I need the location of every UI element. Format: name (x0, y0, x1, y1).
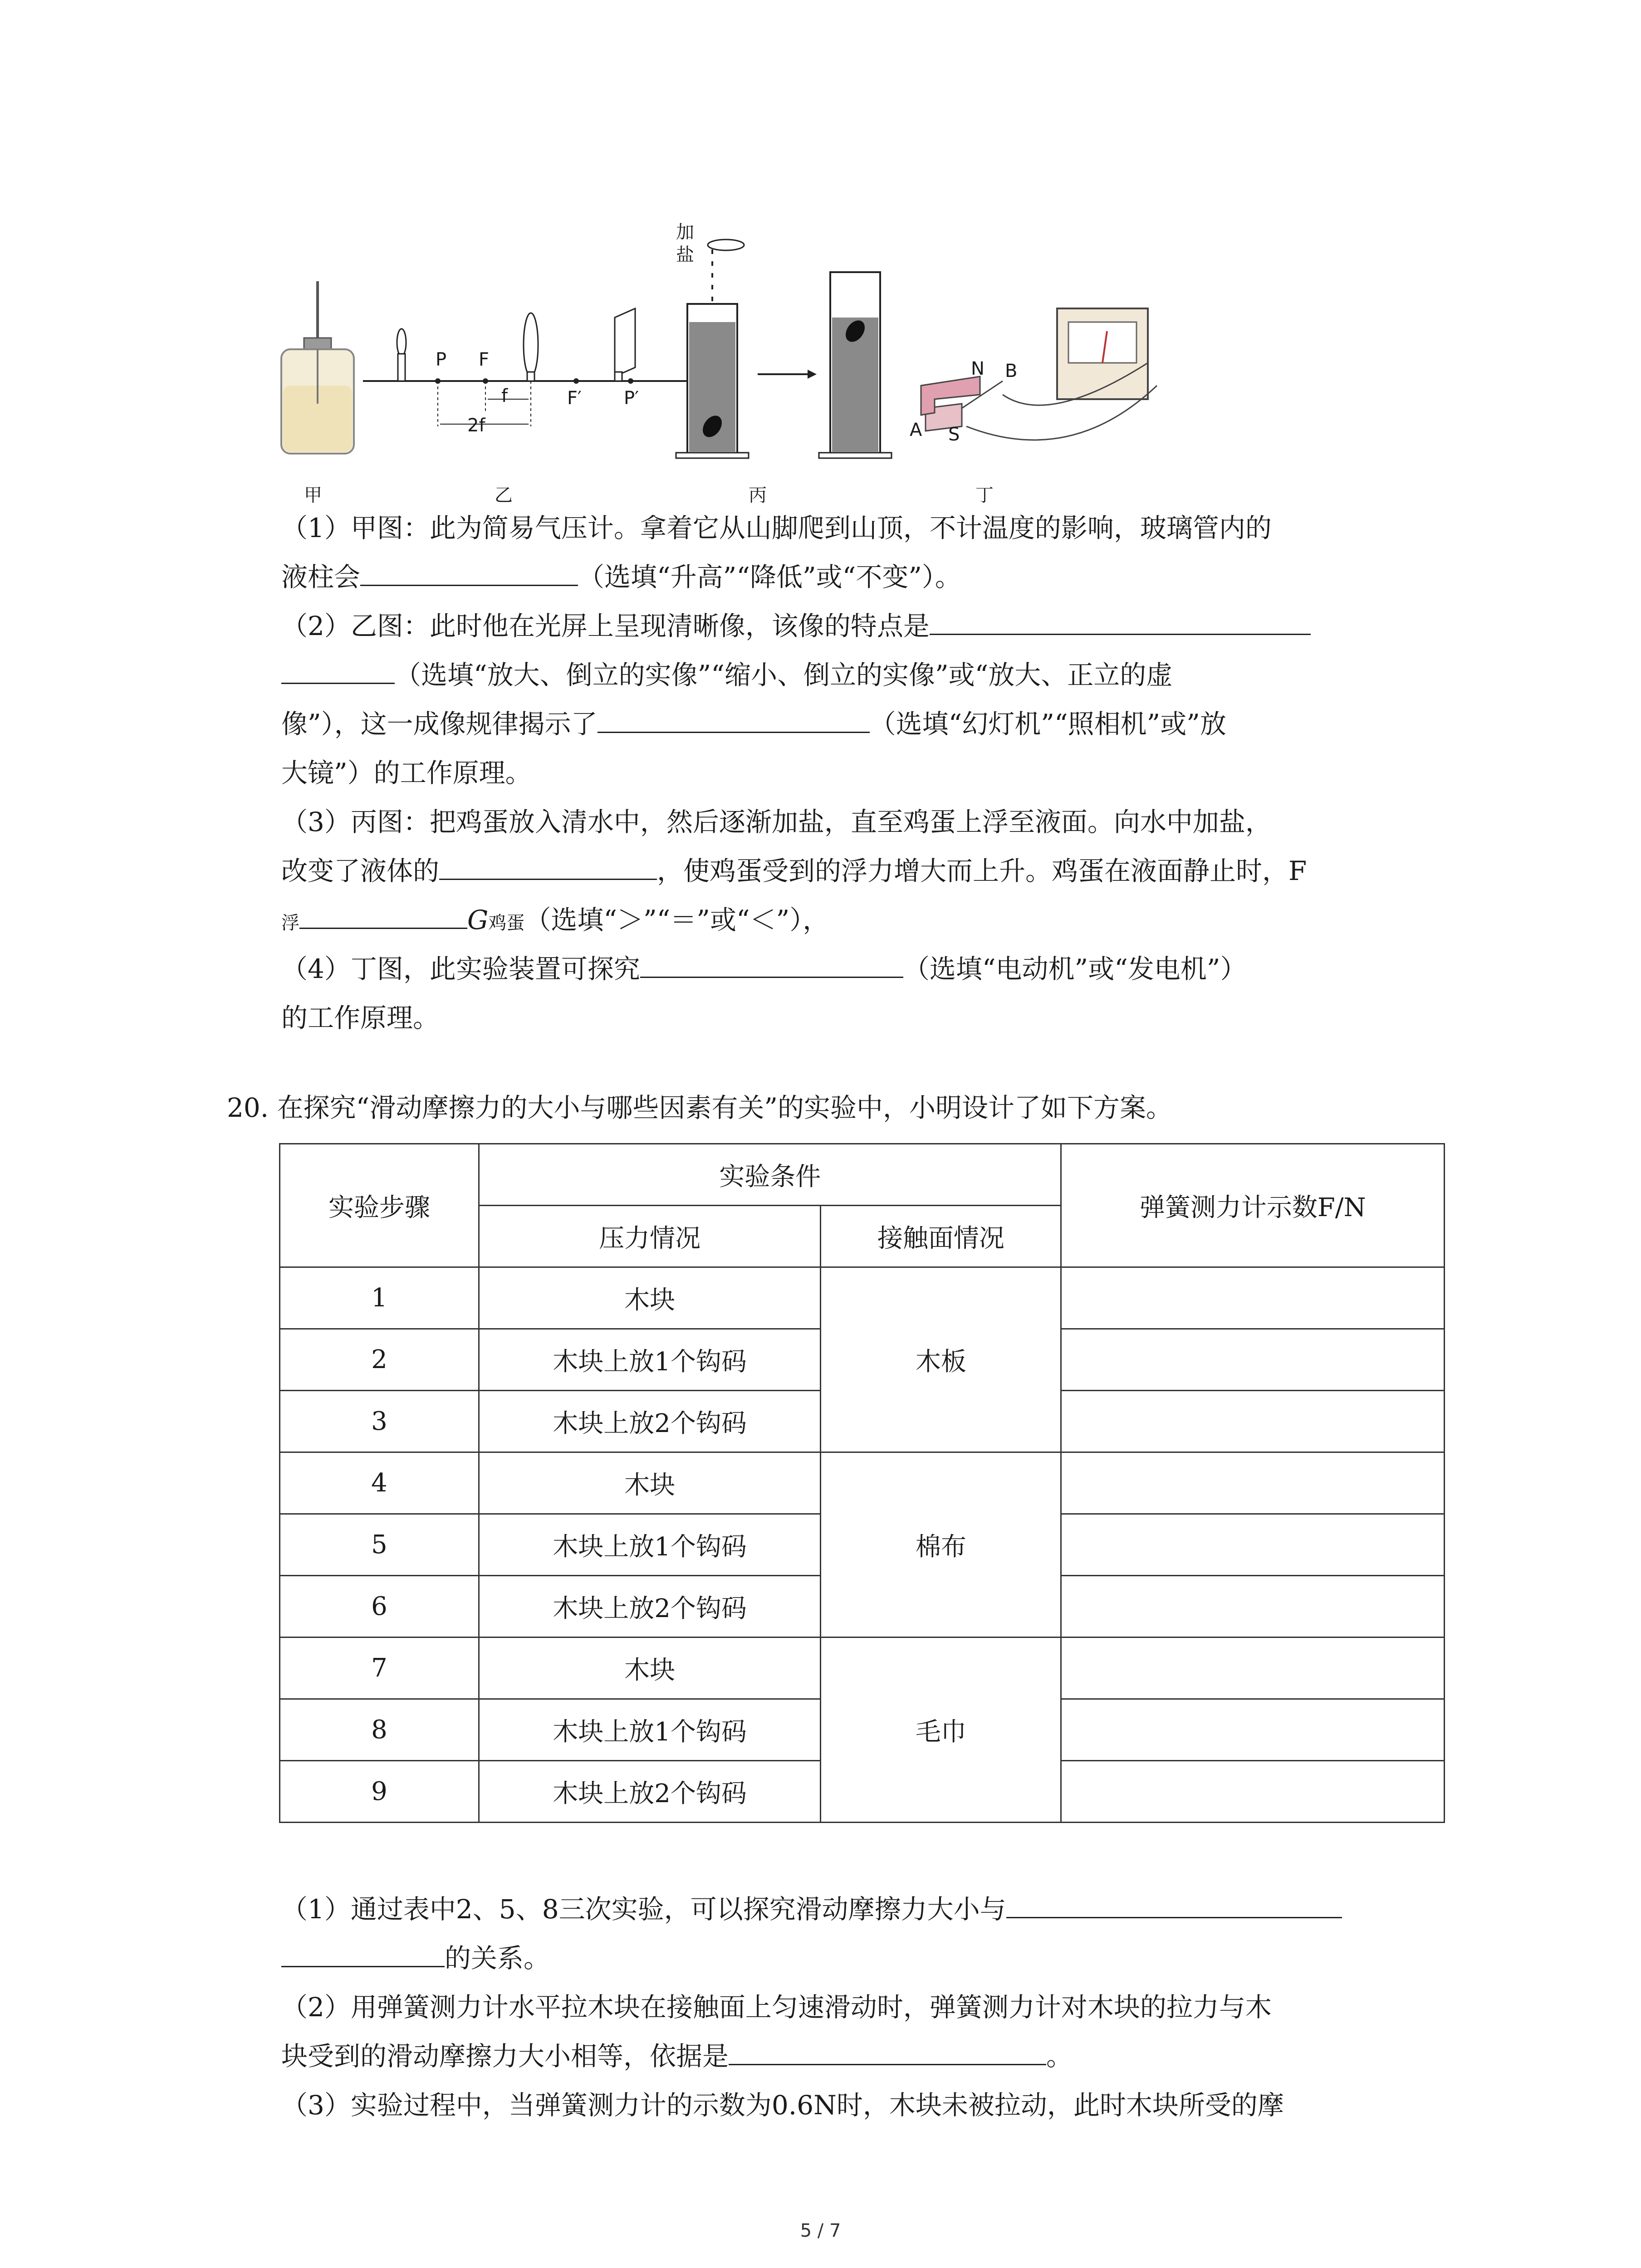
q19-part2-line4: 大镜”）的工作原理。 (281, 758, 532, 788)
q20-part2-line1: （2）用弹簧测力计水平拉木块在接触面上匀速滑动时，弹簧测力计对木块的拉力与木 (281, 1992, 1272, 2023)
label-n: N (971, 358, 985, 379)
label-a: A (910, 420, 922, 440)
pressure-cell: 木块上放1个钩码 (479, 1329, 820, 1391)
optical-bench (363, 308, 708, 426)
reading-cell[interactable] (1061, 1699, 1445, 1761)
label-f-prime: F′ (567, 388, 582, 409)
table-row (280, 1637, 1445, 1699)
q20-part1-line2: 的关系。 (281, 1934, 1443, 1983)
label-b: B (1005, 361, 1018, 381)
pressure-cell: 木块上放1个钩码 (479, 1699, 820, 1761)
answer-blank-1[interactable] (360, 580, 578, 586)
reading-cell[interactable] (1061, 1576, 1445, 1637)
pressure-cell: 木块上放2个钩码 (479, 1391, 820, 1452)
reading-cell[interactable] (1061, 1329, 1445, 1391)
reading-cell[interactable] (1061, 1267, 1445, 1329)
barometer-bottle (281, 281, 354, 454)
header-reading: 弹簧测力计示数F/N (1061, 1144, 1445, 1267)
figures-row (254, 213, 1416, 522)
answer-blank-2-cont[interactable] (281, 678, 395, 684)
label-s: S (948, 424, 960, 445)
q19-part2-line1: （2）乙图：此时他在光屏上呈现清晰像，该像的特点是 (281, 601, 1443, 650)
graduated-cylinders (676, 240, 892, 458)
label-p: P (436, 349, 447, 370)
experiment-figures (254, 213, 1416, 522)
q20-part1-line1: （1）通过表中2、5、8三次实验，可以探究滑动摩擦力大小与 (281, 1885, 1443, 1934)
answer-blank-7-cont[interactable] (281, 1961, 445, 1967)
answer-blank-4[interactable] (439, 874, 657, 880)
reading-cell[interactable] (1061, 1761, 1445, 1823)
answer-blank-7[interactable] (1006, 1912, 1342, 1918)
answer-blank-2[interactable] (930, 629, 1311, 635)
figure-label-yi: 乙 (495, 485, 513, 506)
step-cell: 9 (280, 1761, 479, 1823)
header-conditions: 实验条件 (479, 1144, 1061, 1206)
magnet-galvanometer (921, 308, 1157, 440)
header-surface: 接触面情况 (821, 1206, 1061, 1267)
answer-blank-5[interactable] (299, 923, 467, 929)
surface-cell: 木板 (821, 1267, 1061, 1452)
step-cell: 4 (280, 1452, 479, 1514)
step-cell: 7 (280, 1637, 479, 1699)
q19-part3-line2: 改变了液体的 ，使鸡蛋受到的浮力增大而上升。鸡蛋在液面静止时，F (281, 855, 1307, 886)
q20-part3-line1: （3）实验过程中，当弹簧测力计的示数为0.6N时，木块未被拉动，此时木块所受的摩 (281, 2090, 1284, 2121)
page-number: 5 / 7 (800, 2220, 841, 2241)
caption-yan: 盐 (676, 244, 694, 265)
step-cell: 5 (280, 1514, 479, 1576)
q19-part2-line3: 像”），这一成像规律揭示了 （选填“幻灯机”“照相机”或”放 (281, 709, 1226, 739)
label-f-small: f (501, 386, 508, 406)
answer-blank-6[interactable] (640, 972, 903, 978)
surface-cell: 棉布 (821, 1452, 1061, 1637)
table-row (280, 1452, 1445, 1514)
figure-label-ding: 丁 (975, 485, 994, 506)
answer-blank-3[interactable] (598, 727, 870, 733)
reading-cell[interactable] (1061, 1391, 1445, 1452)
caption-jia: 加 (676, 222, 694, 243)
header-pressure: 压力情况 (479, 1206, 820, 1267)
pressure-cell: 木块 (479, 1267, 820, 1329)
label-p-prime: P′ (624, 388, 639, 409)
q20-title: 20. 在探究“滑动摩擦力的大小与哪些因素有关”的实验中，小明设计了如下方案。 (227, 1092, 1172, 1123)
q19-part4-line1: （4）丁图，此实验装置可探究 （选填“电动机”或“发电机”） (281, 953, 1247, 984)
label-two-f: 2f (467, 415, 485, 436)
step-cell: 3 (280, 1391, 479, 1452)
step-cell: 2 (280, 1329, 479, 1391)
pressure-cell: 木块 (479, 1452, 820, 1514)
figure-label-jia: 甲 (304, 485, 322, 506)
step-cell: 8 (280, 1699, 479, 1761)
step-cell: 1 (280, 1267, 479, 1329)
q19-part1-line2: 液柱会 （选填“升高”“降低”或“不变”）。 (281, 562, 961, 592)
q19-part3-line3: 浮 G鸡蛋（选填“＞”“＝”或“＜”）， (281, 904, 829, 935)
label-f: F (479, 349, 490, 370)
q19-part2-line2: （选填“放大、倒立的实像”“缩小、倒立的实像”或“放大、正立的虚 (281, 650, 1443, 699)
table-row (280, 1267, 1445, 1329)
q19-part4-line2: 的工作原理。 (281, 1002, 440, 1033)
pressure-cell: 木块上放2个钩码 (479, 1576, 820, 1637)
reading-cell[interactable] (1061, 1452, 1445, 1514)
pressure-cell: 木块 (479, 1637, 820, 1699)
header-steps: 实验步骤 (280, 1144, 479, 1267)
reading-cell[interactable] (1061, 1514, 1445, 1576)
pressure-cell: 木块上放1个钩码 (479, 1514, 820, 1576)
q19-part3-line1: （3）丙图：把鸡蛋放入清水中，然后逐渐加盐，直至鸡蛋上浮至液面。向水中加盐， (281, 807, 1272, 837)
pressure-cell: 木块上放2个钩码 (479, 1761, 820, 1823)
step-cell: 6 (280, 1576, 479, 1637)
figure-label-bing: 丙 (749, 485, 767, 506)
experiment-table (279, 1143, 1445, 1823)
answer-blank-8[interactable] (729, 2059, 1046, 2065)
q20-part2-line2: 块受到的滑动摩擦力大小相等，依据是 。 (281, 2041, 1073, 2072)
surface-cell: 毛巾 (821, 1637, 1061, 1823)
q19-part1-line1: （1）甲图：此为简易气压计。拿着它从山脚爬到山顶，不计温度的影响，玻璃管内的 (281, 513, 1272, 543)
reading-cell[interactable] (1061, 1637, 1445, 1699)
